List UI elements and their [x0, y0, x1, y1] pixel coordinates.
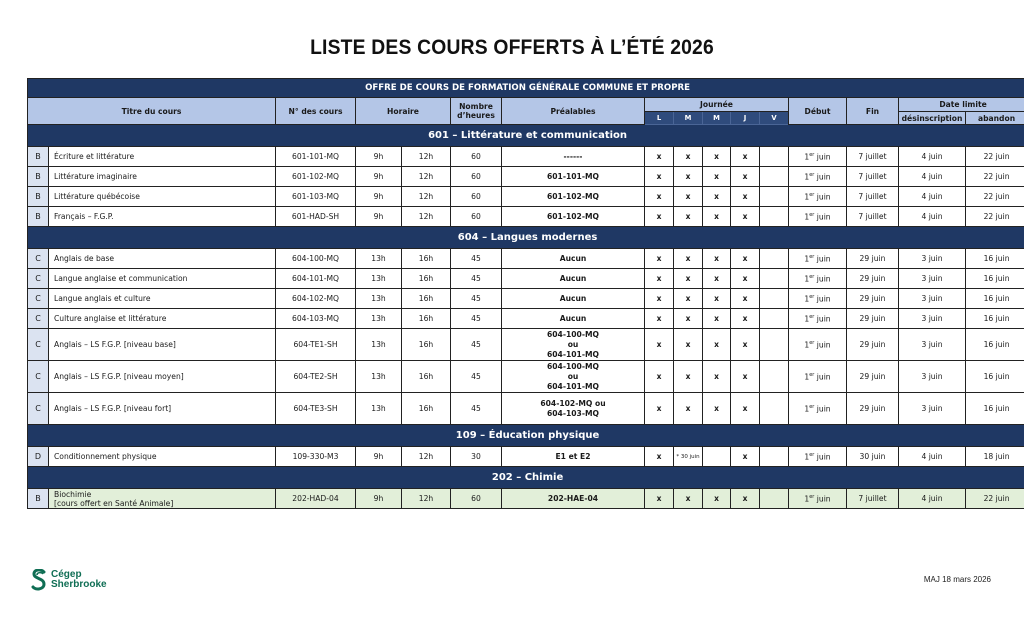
- end-date: 30 juin: [847, 447, 899, 467]
- course-category-letter: D: [28, 447, 49, 467]
- logo-line-1: Cégep: [51, 569, 82, 580]
- start-date: 1er juin: [789, 393, 847, 425]
- day-mark: [760, 489, 789, 509]
- table-row: [28, 489, 1024, 509]
- section-title: 601 – Littérature et communication: [28, 125, 1024, 147]
- header-abandon: abandon: [966, 112, 1024, 125]
- unsubscribe-deadline: 3 juin: [899, 289, 966, 309]
- course-code: 202-HAD-04: [276, 489, 356, 509]
- header-desinscription: désinscription: [899, 112, 966, 125]
- day-mark: x: [645, 361, 674, 393]
- day-mark: [760, 393, 789, 425]
- hours-count: 60: [451, 207, 502, 227]
- day-mark: x: [674, 289, 703, 309]
- hours-count: 45: [451, 309, 502, 329]
- course-title-text: Conditionnement physique: [54, 452, 157, 461]
- day-mark: x: [731, 147, 760, 167]
- course-title-text: Biochimie: [54, 489, 92, 499]
- end-date: 7 juillet: [847, 489, 899, 509]
- day-mark: [760, 309, 789, 329]
- prerequisites: 601-102-MQ: [502, 207, 645, 227]
- end-date: 7 juillet: [847, 167, 899, 187]
- start-date: 1er juin: [789, 147, 847, 167]
- day-mark: x: [645, 329, 674, 361]
- day-mark: x: [674, 207, 703, 227]
- day-mark: x: [645, 269, 674, 289]
- course-title: [49, 393, 276, 425]
- course-category-letter: C: [28, 249, 49, 269]
- start-time: 13h: [356, 309, 402, 329]
- day-mark: x: [703, 167, 731, 187]
- table-row: [28, 329, 1024, 361]
- unsubscribe-deadline: 4 juin: [899, 489, 966, 509]
- prerequisites: [502, 361, 645, 393]
- unsubscribe-deadline: 4 juin: [899, 207, 966, 227]
- course-code: 601-HAD-SH: [276, 207, 356, 227]
- start-date: 1er juin: [789, 361, 847, 393]
- prerequisites: [502, 393, 645, 425]
- prerequisites: Aucun: [502, 309, 645, 329]
- course-title-text: Anglais – LS F.G.P. [niveau moyen]: [54, 372, 184, 381]
- table-row: [28, 249, 1024, 269]
- day-mark: [703, 447, 731, 467]
- course-title: [49, 289, 276, 309]
- course-category-letter: C: [28, 289, 49, 309]
- day-mark: x: [703, 361, 731, 393]
- prerequisites: Aucun: [502, 289, 645, 309]
- table-row: [28, 167, 1024, 187]
- section-title: 604 – Langues modernes: [28, 227, 1024, 249]
- drop-deadline: 22 juin: [966, 187, 1024, 207]
- end-time: 12h: [402, 187, 451, 207]
- table-row: [28, 361, 1024, 393]
- course-code: 601-101-MQ: [276, 147, 356, 167]
- day-mark: [760, 289, 789, 309]
- prerequisites: [502, 329, 645, 361]
- end-date: 7 juillet: [847, 187, 899, 207]
- end-date: 29 juin: [847, 361, 899, 393]
- header-date-limite: Date limite: [899, 98, 1024, 112]
- logo-line-2: Sherbrooke: [51, 579, 107, 590]
- header-journee: Journée: [645, 98, 789, 112]
- course-subtitle: [cours offert en Santé Animale]: [54, 498, 174, 508]
- end-time: 16h: [402, 393, 451, 425]
- start-time: 9h: [356, 489, 402, 509]
- hours-count: 45: [451, 289, 502, 309]
- day-mark: x: [731, 249, 760, 269]
- start-time: 13h: [356, 393, 402, 425]
- day-mark: x: [703, 147, 731, 167]
- unsubscribe-deadline: 4 juin: [899, 147, 966, 167]
- course-title-text: Littérature imaginaire: [54, 172, 137, 181]
- day-mark: x: [645, 393, 674, 425]
- course-title: [49, 249, 276, 269]
- course-title: [49, 489, 276, 509]
- course-title-text: Langue anglais et culture: [54, 294, 151, 303]
- day-mark: [760, 447, 789, 467]
- day-mark: x: [731, 269, 760, 289]
- table-row: [28, 289, 1024, 309]
- day-mark: x: [731, 309, 760, 329]
- course-title: [49, 269, 276, 289]
- course-title-text: Anglais – LS F.G.P. [niveau base]: [54, 340, 176, 349]
- end-date: 29 juin: [847, 289, 899, 309]
- unsubscribe-deadline: 3 juin: [899, 361, 966, 393]
- course-code: 604-101-MQ: [276, 269, 356, 289]
- day-mark: x: [674, 269, 703, 289]
- day-mark: [760, 147, 789, 167]
- day-mark: x: [645, 249, 674, 269]
- day-mark: x: [645, 309, 674, 329]
- course-category-letter: C: [28, 309, 49, 329]
- start-date: 1er juin: [789, 447, 847, 467]
- start-time: 9h: [356, 187, 402, 207]
- unsubscribe-deadline: 3 juin: [899, 329, 966, 361]
- course-category-letter: B: [28, 147, 49, 167]
- header-titre: Titre du cours: [28, 98, 276, 125]
- day-mark: x: [645, 489, 674, 509]
- end-time: 16h: [402, 289, 451, 309]
- drop-deadline: 16 juin: [966, 329, 1024, 361]
- day-mark: x: [645, 187, 674, 207]
- day-mark: x: [703, 249, 731, 269]
- end-date: 29 juin: [847, 393, 899, 425]
- section-header: [28, 227, 1024, 249]
- start-time: 13h: [356, 269, 402, 289]
- course-code: 604-103-MQ: [276, 309, 356, 329]
- prerequisites: 601-101-MQ: [502, 167, 645, 187]
- end-date: 7 juillet: [847, 207, 899, 227]
- start-date: 1er juin: [789, 489, 847, 509]
- header-fin: Fin: [847, 98, 899, 125]
- start-date: 1er juin: [789, 249, 847, 269]
- hours-count: 45: [451, 269, 502, 289]
- end-time: 12h: [402, 447, 451, 467]
- page-title: LISTE DES COURS OFFERTS À L’ÉTÉ 2026: [310, 36, 714, 59]
- day-mark: x: [731, 187, 760, 207]
- day-mark: [760, 167, 789, 187]
- prerequisite-line: 604-102-MQ ou: [540, 398, 606, 408]
- start-date: 1er juin: [789, 207, 847, 227]
- day-mark: x: [645, 167, 674, 187]
- start-date: 1er juin: [789, 309, 847, 329]
- section-header: [28, 425, 1024, 447]
- start-time: 13h: [356, 329, 402, 361]
- updated-date: MAJ 18 mars 2026: [923, 575, 991, 584]
- end-time: 16h: [402, 361, 451, 393]
- course-title-text: Littérature québécoise: [54, 192, 140, 201]
- course-title: [49, 187, 276, 207]
- course-code: 604-TE3-SH: [276, 393, 356, 425]
- table-row: [28, 147, 1024, 167]
- start-date: 1er juin: [789, 289, 847, 309]
- table-row: [28, 447, 1024, 467]
- header-nombre-heures: Nombre d’heures: [451, 98, 502, 125]
- end-time: 12h: [402, 147, 451, 167]
- day-mark: x: [674, 489, 703, 509]
- prerequisites: 601-102-MQ: [502, 187, 645, 207]
- header-day-j: J: [731, 112, 760, 125]
- table-row: [28, 269, 1024, 289]
- end-time: 16h: [402, 329, 451, 361]
- prerequisite-line: 604-100-MQ: [546, 329, 600, 339]
- hours-count: 60: [451, 187, 502, 207]
- day-mark: x: [731, 489, 760, 509]
- day-mark: x: [731, 393, 760, 425]
- course-code: 604-100-MQ: [276, 249, 356, 269]
- prerequisite-line: ou: [567, 339, 579, 349]
- hours-count: 45: [451, 249, 502, 269]
- day-mark: x: [674, 187, 703, 207]
- unsubscribe-deadline: 3 juin: [899, 393, 966, 425]
- table-row: [28, 309, 1024, 329]
- start-time: 13h: [356, 361, 402, 393]
- course-category-letter: C: [28, 329, 49, 361]
- course-code: 604-102-MQ: [276, 289, 356, 309]
- section-header: [28, 125, 1024, 147]
- day-mark: x: [731, 289, 760, 309]
- course-title-text: Français – F.G.P.: [54, 212, 114, 221]
- end-date: 29 juin: [847, 249, 899, 269]
- header-horaire: Horaire: [356, 98, 451, 125]
- day-mark: x: [703, 187, 731, 207]
- course-category-letter: B: [28, 187, 49, 207]
- course-code: 601-102-MQ: [276, 167, 356, 187]
- section-header: [28, 467, 1024, 489]
- course-title: [49, 207, 276, 227]
- course-title-text: Culture anglaise et littérature: [54, 314, 167, 323]
- prerequisite-line: ou: [567, 371, 579, 381]
- header-prealables: Préalables: [502, 98, 645, 125]
- end-time: 12h: [402, 207, 451, 227]
- day-mark: [760, 249, 789, 269]
- course-category-letter: C: [28, 361, 49, 393]
- day-mark: x: [703, 393, 731, 425]
- day-mark: * 30 juin: [674, 447, 703, 467]
- drop-deadline: 16 juin: [966, 393, 1024, 425]
- day-mark: x: [674, 361, 703, 393]
- table-banner: OFFRE DE COURS DE FORMATION GÉNÉRALE COMMUNE ET PROPRE: [28, 79, 1024, 98]
- header-numero: N° des cours: [276, 98, 356, 125]
- prerequisite-line: 604-101-MQ: [546, 381, 600, 391]
- cegep-s-logo-icon: [31, 569, 47, 591]
- prerequisites: E1 et E2: [502, 447, 645, 467]
- start-date: 1er juin: [789, 329, 847, 361]
- courses-table: [27, 78, 1024, 509]
- section-title: 202 – Chimie: [28, 467, 1024, 489]
- unsubscribe-deadline: 3 juin: [899, 249, 966, 269]
- prerequisite-line: 604-103-MQ: [546, 408, 600, 418]
- day-mark: [760, 329, 789, 361]
- course-code: 601-103-MQ: [276, 187, 356, 207]
- day-mark: [760, 187, 789, 207]
- end-date: 7 juillet: [847, 147, 899, 167]
- day-mark: x: [703, 269, 731, 289]
- end-date: 29 juin: [847, 309, 899, 329]
- course-title-text: Langue anglaise et communication: [54, 274, 188, 283]
- day-mark: x: [703, 309, 731, 329]
- start-date: 1er juin: [789, 269, 847, 289]
- course-title: [49, 147, 276, 167]
- drop-deadline: 22 juin: [966, 147, 1024, 167]
- unsubscribe-deadline: 4 juin: [899, 447, 966, 467]
- day-mark: x: [674, 147, 703, 167]
- course-title: [49, 361, 276, 393]
- section-title: 109 – Éducation physique: [28, 425, 1024, 447]
- day-mark: x: [731, 361, 760, 393]
- unsubscribe-deadline: 3 juin: [899, 269, 966, 289]
- hours-count: 45: [451, 329, 502, 361]
- end-time: 16h: [402, 269, 451, 289]
- day-mark: x: [731, 167, 760, 187]
- start-time: 9h: [356, 167, 402, 187]
- start-time: 13h: [356, 289, 402, 309]
- course-category-letter: C: [28, 269, 49, 289]
- unsubscribe-deadline: 4 juin: [899, 167, 966, 187]
- day-mark: x: [674, 167, 703, 187]
- course-code: 109-330-M3: [276, 447, 356, 467]
- drop-deadline: 16 juin: [966, 269, 1024, 289]
- course-category-letter: C: [28, 393, 49, 425]
- hours-count: 30: [451, 447, 502, 467]
- start-time: 9h: [356, 447, 402, 467]
- cegep-logo: [31, 569, 107, 591]
- course-title: [49, 447, 276, 467]
- table-row: [28, 187, 1024, 207]
- day-mark: x: [674, 249, 703, 269]
- course-title-text: Anglais de base: [54, 254, 115, 263]
- header-debut: Début: [789, 98, 847, 125]
- header-day-l: L: [645, 112, 674, 125]
- course-title-text: Écriture et littérature: [54, 152, 135, 161]
- end-time: 12h: [402, 167, 451, 187]
- day-mark: x: [703, 329, 731, 361]
- course-category-letter: B: [28, 207, 49, 227]
- drop-deadline: 16 juin: [966, 249, 1024, 269]
- start-date: 1er juin: [789, 187, 847, 207]
- hours-count: 60: [451, 489, 502, 509]
- drop-deadline: 16 juin: [966, 309, 1024, 329]
- unsubscribe-deadline: 3 juin: [899, 309, 966, 329]
- end-date: 29 juin: [847, 329, 899, 361]
- hours-count: 45: [451, 393, 502, 425]
- day-mark: x: [703, 489, 731, 509]
- hours-count: 60: [451, 147, 502, 167]
- prerequisites: 202-HAE-04: [502, 489, 645, 509]
- day-mark: x: [674, 309, 703, 329]
- header-day-v: V: [760, 112, 789, 125]
- unsubscribe-deadline: 4 juin: [899, 187, 966, 207]
- course-title: [49, 309, 276, 329]
- hours-count: 45: [451, 361, 502, 393]
- day-mark: x: [674, 329, 703, 361]
- end-time: 16h: [402, 249, 451, 269]
- course-title-text: Anglais – LS F.G.P. [niveau fort]: [54, 404, 172, 413]
- table-row: [28, 393, 1024, 425]
- hours-count: 60: [451, 167, 502, 187]
- course-category-letter: B: [28, 489, 49, 509]
- prerequisite-line: 604-100-MQ: [546, 361, 600, 371]
- day-mark: [760, 361, 789, 393]
- day-mark: x: [731, 329, 760, 361]
- drop-deadline: 22 juin: [966, 167, 1024, 187]
- drop-deadline: 16 juin: [966, 289, 1024, 309]
- prerequisite-line: 604-101-MQ: [546, 349, 600, 359]
- course-category-letter: B: [28, 167, 49, 187]
- day-mark: x: [674, 393, 703, 425]
- day-mark: x: [645, 207, 674, 227]
- end-time: 16h: [402, 309, 451, 329]
- drop-deadline: 18 juin: [966, 447, 1024, 467]
- header-day-m1: M: [674, 112, 703, 125]
- start-time: 13h: [356, 249, 402, 269]
- day-mark: x: [645, 147, 674, 167]
- end-time: 12h: [402, 489, 451, 509]
- day-mark: x: [703, 207, 731, 227]
- day-mark: x: [703, 289, 731, 309]
- prerequisites: Aucun: [502, 249, 645, 269]
- drop-deadline: 16 juin: [966, 361, 1024, 393]
- course-title: [49, 329, 276, 361]
- day-mark: [760, 207, 789, 227]
- day-mark: x: [731, 207, 760, 227]
- drop-deadline: 22 juin: [966, 207, 1024, 227]
- prerequisites: ------: [502, 147, 645, 167]
- course-title: [49, 167, 276, 187]
- table-row: [28, 207, 1024, 227]
- day-mark: x: [645, 289, 674, 309]
- header-day-m2: M: [703, 112, 731, 125]
- day-mark: [760, 269, 789, 289]
- start-date: 1er juin: [789, 167, 847, 187]
- day-mark: x: [731, 447, 760, 467]
- end-date: 29 juin: [847, 269, 899, 289]
- start-time: 9h: [356, 207, 402, 227]
- course-code: 604-TE1-SH: [276, 329, 356, 361]
- drop-deadline: 22 juin: [966, 489, 1024, 509]
- start-time: 9h: [356, 147, 402, 167]
- course-code: 604-TE2-SH: [276, 361, 356, 393]
- prerequisites: Aucun: [502, 269, 645, 289]
- day-mark: x: [645, 447, 674, 467]
